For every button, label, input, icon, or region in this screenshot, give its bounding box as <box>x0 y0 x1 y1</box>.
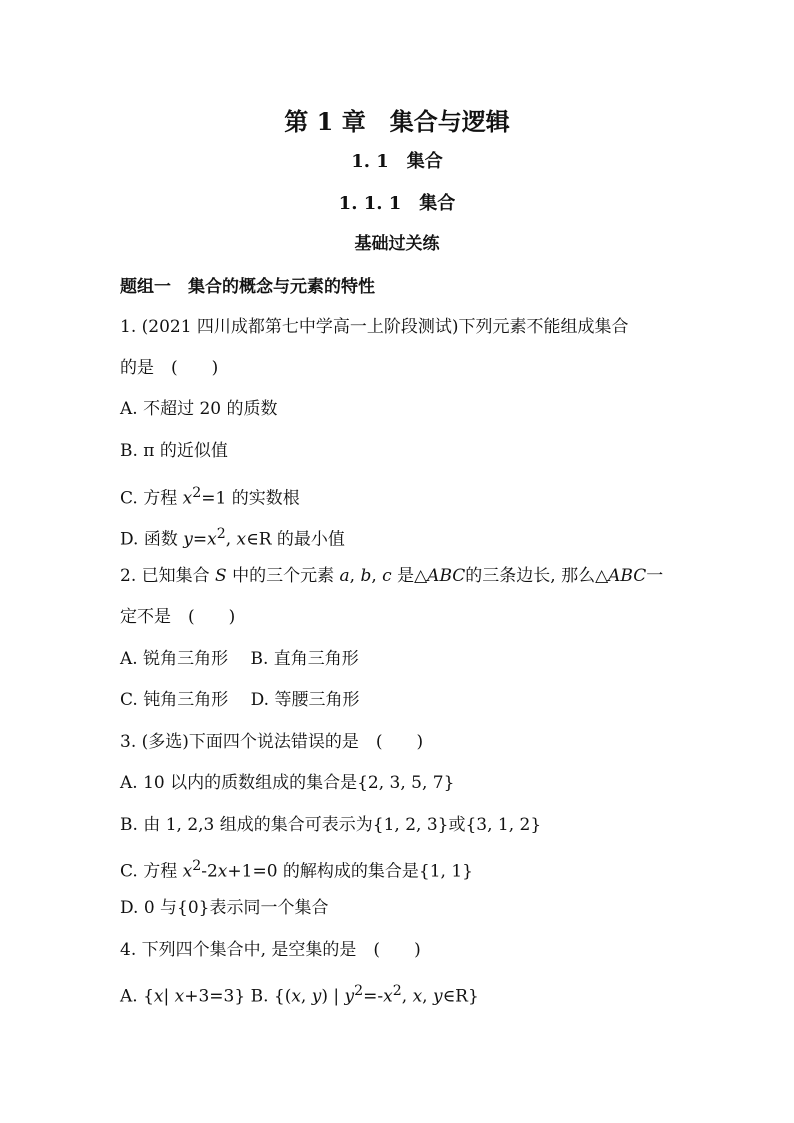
q1-option-d-prefix: D. 函数 <box>120 529 184 550</box>
q3-option-d: D. 0 与{0}表示同一个集合 <box>120 898 329 918</box>
q1-option-a: A. 不超过 20 的质数 <box>120 399 278 419</box>
q1-option-d-suffix: ∈R 的最小值 <box>246 529 345 550</box>
q4-ab-end: ∈R} <box>442 986 479 1007</box>
q2-stem-prefix: 2. 已知集合 <box>120 566 216 586</box>
q1-option-c <box>120 481 300 511</box>
chapter-title: 第 1 章 集合与逻辑 <box>284 107 510 136</box>
q3-stem: 3. (多选)下面四个说法错误的是 ( ) <box>120 732 424 752</box>
q1-option-d-math: y <box>183 529 193 550</box>
q1-option-c-suffix: =1 的实数根 <box>201 488 300 509</box>
q1-option-c-prefix: C. 方程 <box>120 488 183 509</box>
q2-options-cd: C. 钝角三角形 D. 等腰三角形 <box>120 690 360 710</box>
q4-stem: 4. 下列四个集合中, 是空集的是 ( ) <box>120 940 421 960</box>
q3-option-c-prefix: C. 方程 <box>120 861 183 882</box>
section-title: 1. 1 集合 <box>351 151 443 172</box>
practice-title: 基础过关练 <box>354 234 440 254</box>
subsection-title: 1. 1. 1 集合 <box>338 193 456 214</box>
q2-stem-line2: 定不是 ( ) <box>120 607 236 627</box>
q1-option-d: D. 函数 $y=x^2$, x∈R 的最小值 <box>120 526 345 550</box>
q1-option-c-exp: 2 <box>192 485 202 501</box>
q3-option-c-suffix: +1=0 的解构成的集合是{1, 1} <box>227 861 473 882</box>
q3-option-c: C. 方程 $x^2-2x+1=0$ 的解构成的集合是{1, 1} <box>120 858 473 882</box>
q2-stem-mid: 中的三个元素 <box>226 566 340 586</box>
q2-stem-end: 一 <box>646 566 664 586</box>
q2-stem-mid3: 的三条边长, 那么△ <box>465 566 609 586</box>
q2-stem-mid2: 是△ <box>391 566 428 586</box>
q1-stem-line1: 1. (2021 四川成都第七中学高一上阶段测试)下列元素不能组成集合 <box>120 317 629 337</box>
q3-option-a: A. 10 以内的质数组成的集合是{2, 3, 5, 7} <box>120 773 455 793</box>
q3-option-b: B. 由 1, 2,3 组成的集合可表示为{1, 2, 3}或{3, 1, 2} <box>120 815 542 835</box>
q4-ab-mid: +3=3} B. {( <box>184 986 292 1007</box>
q1-stem-line2: 的是 ( ) <box>120 358 219 378</box>
q4-options-ab: A. {x| x+3=3} B. {(x, y) | $y^2=-x^2$, x, y∈R} <box>120 983 479 1007</box>
q2-options-ab: A. 锐角三角形 B. 直角三角形 <box>120 649 359 669</box>
q4-ab-prefix: A. { <box>120 986 154 1007</box>
q2-stem-line1: 2. 已知集合 S 中的三个元素 a, b, c 是△ABC的三条边长, 那么△ABC一 <box>120 566 664 586</box>
q1-option-b: B. π 的近似值 <box>120 441 228 461</box>
group-title: 题组一 集合的概念与元素的特性 <box>120 277 375 297</box>
q1-option-c-math: x <box>182 488 193 509</box>
